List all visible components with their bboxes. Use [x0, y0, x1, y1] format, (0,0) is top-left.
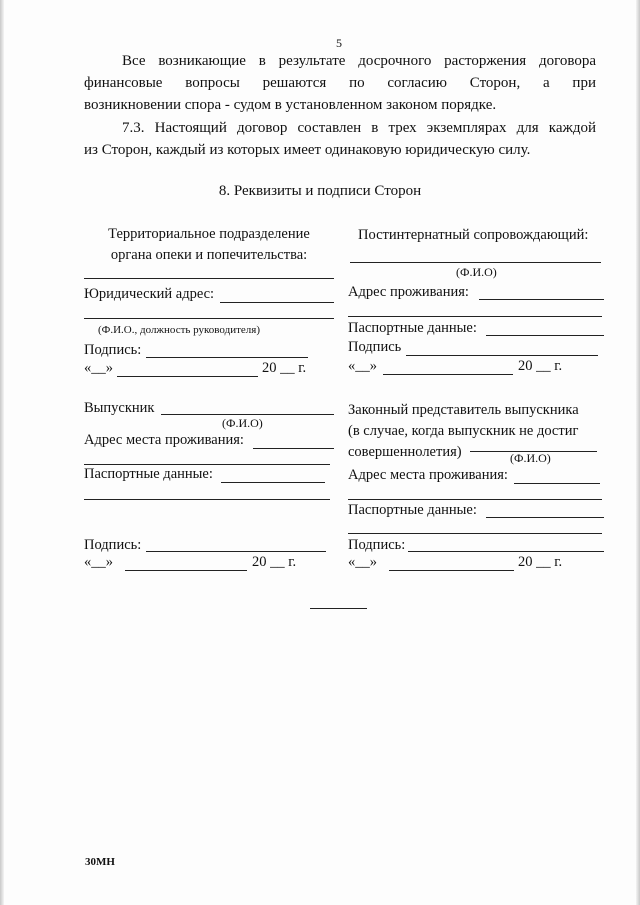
right-fio-caption: (Ф.И.О) — [456, 265, 497, 279]
right-residence-label: Адрес места проживания: — [348, 467, 508, 483]
right-date-field[interactable] — [383, 374, 513, 375]
right-residence-field[interactable] — [514, 483, 600, 484]
left-passport-field[interactable] — [221, 482, 325, 483]
left-passport-label: Паспортные данные: — [84, 466, 213, 482]
paragraph-2-line-2: из Сторон, каждый из которых имеет одинаковую юридическую силу. — [84, 142, 531, 158]
right-legal-rep-line-3: совершеннолетия) — [348, 444, 462, 460]
right-passport2-label: Паспортные данные: — [348, 502, 477, 518]
left-legal-address-field-2[interactable] — [84, 318, 334, 319]
left-legal-address-label: Юридический адрес: — [84, 286, 215, 302]
left-signature-field[interactable] — [146, 357, 308, 358]
footer-code: 30МН — [85, 856, 115, 868]
left-graduate-name-field[interactable] — [161, 414, 334, 415]
right-legal-rep-line-1: Законный представитель выпускника — [348, 402, 579, 418]
right-legal-rep-line-2: (в случае, когда выпускник не достиг — [348, 423, 579, 439]
right-address-label: Адрес проживания: — [348, 284, 469, 300]
right-address-field-2[interactable] — [348, 316, 602, 317]
left-residence-field[interactable] — [253, 448, 334, 449]
right-passport-field[interactable] — [486, 335, 604, 336]
right-passport-label: Паспортные данные: — [348, 320, 477, 336]
left-legal-address-field[interactable] — [220, 302, 334, 303]
left-signature2-field[interactable] — [146, 551, 326, 552]
right-address-field[interactable] — [479, 299, 604, 300]
paragraph-1-line-3: возникновении спора - судом в установленном законом порядке. — [84, 97, 497, 113]
right-passport2-field-2[interactable] — [348, 533, 602, 534]
right-signature2-label: Подпись: — [348, 537, 406, 553]
right-fio2-caption: (Ф.И.О) — [510, 451, 551, 465]
right-signature-field[interactable] — [406, 355, 598, 356]
left-heading-line-2: органа опеки и попечительства: — [110, 247, 308, 263]
scan-edge-right — [636, 0, 640, 905]
left-heading-line-1: Территориальное подразделение — [108, 226, 310, 242]
paragraph-1-line-1: Все возникающие в результате досрочного расторжения договора — [122, 53, 596, 69]
left-fio-position-caption: (Ф.И.О., должность руководителя) — [98, 324, 260, 336]
right-column-heading: Постинтернатный сопровождающий: — [358, 227, 589, 243]
left-date-prefix: «__» — [84, 360, 113, 376]
left-fio-caption: (Ф.И.О) — [222, 416, 263, 430]
right-date2-prefix: «__» — [348, 554, 377, 570]
left-residence-field-2[interactable] — [84, 464, 330, 465]
right-passport2-field[interactable] — [486, 517, 604, 518]
left-date2-prefix: «__» — [84, 554, 113, 570]
left-date2-field[interactable] — [125, 570, 247, 571]
right-residence-field-2[interactable] — [348, 499, 602, 500]
left-date2-suffix: 20 __ г. — [252, 554, 297, 570]
scan-edge-left — [0, 0, 4, 905]
left-signature2-label: Подпись: — [84, 537, 142, 553]
left-passport-field-2[interactable] — [84, 499, 330, 500]
left-residence-label: Адрес места проживания: — [84, 432, 244, 448]
section-title: 8. Реквизиты и подписи Сторон — [218, 183, 422, 199]
right-date2-field[interactable] — [389, 570, 514, 571]
paragraph-1-line-2: финансовые вопросы решаются по согласию Сторон, а при — [84, 75, 596, 91]
left-org-name-line — [84, 278, 334, 279]
left-graduate-label: Выпускник — [84, 400, 155, 416]
right-date-suffix: 20 __ г. — [518, 358, 563, 374]
page-number: 5 — [336, 36, 342, 50]
paragraph-2-line-1: 7.3. Настоящий договор составлен в трех экземплярах для каждой — [122, 120, 596, 136]
right-legal-rep-block — [348, 400, 604, 463]
right-date-prefix: «__» — [348, 358, 377, 374]
left-signature-label: Подпись: — [84, 342, 142, 358]
left-date-field[interactable] — [117, 376, 258, 377]
right-date2-suffix: 20 __ г. — [518, 554, 563, 570]
left-date-suffix: 20 __ г. — [262, 360, 307, 376]
right-name-field[interactable] — [350, 262, 601, 263]
right-signature-label: Подпись — [348, 339, 402, 355]
left-column-heading — [84, 224, 334, 266]
right-signature2-field[interactable] — [408, 551, 604, 552]
end-of-document-rule — [310, 608, 367, 609]
